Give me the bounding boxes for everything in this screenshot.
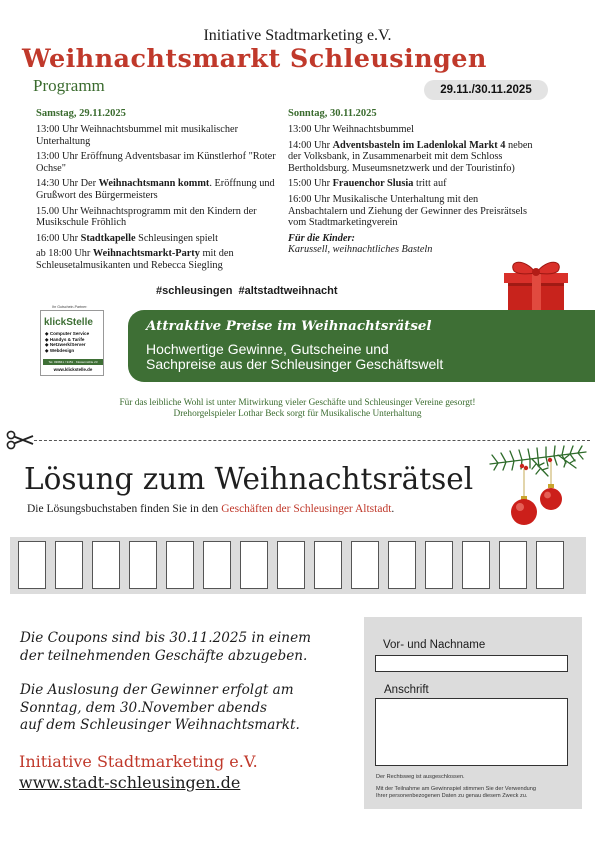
sponsor-service-item xyxy=(45,348,89,354)
coupon-line5: auf dem Schleusinger Weihnachtsmarkt. xyxy=(20,717,300,733)
cut-line xyxy=(34,440,590,441)
event-highlight: Frauenchor Slusia xyxy=(332,178,414,190)
letter-box[interactable] xyxy=(240,541,268,589)
program-event xyxy=(36,178,276,201)
coupon-line4: Sonntag, dem 30.November abends xyxy=(20,699,268,716)
address-field[interactable] xyxy=(375,698,568,766)
event-text: Schleusingen spielt xyxy=(135,232,218,244)
sponsor-logo xyxy=(40,310,104,376)
program-sunday xyxy=(288,108,533,255)
program-event xyxy=(36,151,276,174)
footer-url-link[interactable]: www.stadt-schleusingen.de xyxy=(19,773,241,792)
sponsor-url: www.klickstelle.de xyxy=(53,367,93,372)
event-text: 16:00 Uhr Musikalische Unterhaltung mit den Ansbachtalern und Ziehung der Gewinner des Preisrätsels vom Stadtmarketingverein xyxy=(288,194,528,228)
event-list-sunday xyxy=(288,124,533,228)
event-text: 13:00 Uhr Eröffnung Adventsbasar im Künstlerhof "Roter Ochse" xyxy=(36,151,276,174)
prize-text-line1: Hochwertige Gewinne, Gutscheine und xyxy=(146,341,389,357)
event-text: tritt auf xyxy=(413,178,447,190)
program-event xyxy=(36,206,276,229)
sponsor-services xyxy=(45,331,89,353)
event-highlight: Weihnachtsmann kommt xyxy=(98,178,210,190)
kids-text: Karussell, weihnachtliches Basteln xyxy=(288,243,433,255)
consent-line1: Mit der Teilnahme am Gewinnspiel stimmen Sie der Verwendung xyxy=(376,786,537,792)
program-event xyxy=(36,233,276,244)
event-text: 14:00 Uhr xyxy=(288,140,333,152)
letter-box[interactable] xyxy=(536,541,564,589)
prize-text-line2: Sachpreise aus der Schleusinger Geschäftswelt xyxy=(146,356,444,372)
day-heading-sunday: Sonntag, 30.11.2025 xyxy=(288,108,377,119)
letter-box[interactable] xyxy=(92,541,120,589)
legal-note: Der Rechtsweg ist ausgeschlossen. xyxy=(376,774,465,780)
program-event xyxy=(288,178,533,189)
footer-organization: Initiative Stadtmarketing e.V. xyxy=(19,752,258,771)
event-highlight: Weihnachtsmarkt-Party xyxy=(92,248,200,260)
bullet-icon: ◆ xyxy=(45,347,50,353)
hashtags: #schleusingen #altstadtweihnacht xyxy=(156,285,338,297)
sponsor-contact: Tel. 036841 / 3451 · Klostermühle 23 xyxy=(43,359,103,365)
bullet-icon: ◆ xyxy=(45,336,50,342)
event-text: ab 18:00 Uhr xyxy=(36,248,93,260)
program-event xyxy=(36,124,276,147)
solution-title: Lösung zum Weihnachtsrätsel xyxy=(24,462,474,496)
coupon-line1: Die Coupons sind bis 30.11.2025 in einem xyxy=(20,630,311,646)
address-label: Anschrift xyxy=(384,684,429,696)
entry-form xyxy=(364,617,582,809)
sponsor-service-label: Netzwerk/Server xyxy=(49,342,86,348)
day-heading-saturday: Samstag, 29.11.2025 xyxy=(36,108,126,119)
letter-box[interactable] xyxy=(55,541,83,589)
sponsor-name: klickStelle xyxy=(44,317,93,328)
event-text: 16:00 Uhr xyxy=(36,232,81,244)
sponsor-service-label: Computer Service xyxy=(49,331,90,336)
program-event xyxy=(288,194,533,228)
sponsor-caption: Ihr Gutschein-Partner: xyxy=(52,305,88,309)
scissors-icon xyxy=(6,430,34,450)
info-note-line2: Drehorgelspieler Lothar Beck sorgt für Musikalische Unterhaltung xyxy=(173,409,422,419)
coupon-line3: Die Auslosung der Gewinner erfolgt am xyxy=(20,682,294,698)
event-text: 15.00 Uhr Weihnachtsprogramm mit den Kindern der Musikschule Fröhlich xyxy=(36,205,257,228)
organization-header: Initiative Stadtmarketing e.V. xyxy=(203,27,392,44)
info-note xyxy=(0,398,595,420)
sponsor-service-label: Webdesign xyxy=(49,347,75,353)
event-text: 14:30 Uhr Der xyxy=(36,178,99,190)
bullet-icon: ◆ xyxy=(45,342,50,348)
letter-box[interactable] xyxy=(351,541,379,589)
consent-line2: Ihrer personenbezogenen Daten zu genau diesem Zweck zu. xyxy=(376,793,528,799)
event-text: 13:00 Uhr Weihnachtsbummel xyxy=(288,124,414,136)
coupon-info xyxy=(20,630,311,735)
event-highlight: Adventsbasteln im Ladenlokal Markt 4 xyxy=(332,140,506,152)
coupon-line2: der teilnehmenden Geschäfte abzugeben. xyxy=(20,647,308,664)
consent-note xyxy=(376,786,536,800)
event-highlight: Stadtkapelle xyxy=(80,232,136,244)
program-saturday xyxy=(36,108,276,276)
solution-subtitle-pre: Die Lösungsbuchstaben finden Sie in den xyxy=(27,503,222,515)
christmas-ornaments-icon xyxy=(488,442,588,532)
solution-subtitle-post: . xyxy=(391,503,395,515)
letter-box[interactable] xyxy=(462,541,490,589)
event-text: neben der Volksbank, in Zusammenarbeit mit dem Schloss Bertholdsburg. Museumsnetzwerk und der Touristinfo) xyxy=(288,140,533,174)
program-event xyxy=(288,140,533,174)
bullet-icon: ◆ xyxy=(45,331,50,336)
solution-subtitle xyxy=(27,503,394,515)
event-list-saturday xyxy=(36,124,276,271)
letter-box[interactable] xyxy=(425,541,453,589)
letter-box[interactable] xyxy=(203,541,231,589)
letter-box[interactable] xyxy=(314,541,342,589)
letter-box[interactable] xyxy=(18,541,46,589)
event-text: 15:00 Uhr xyxy=(288,178,333,190)
prize-title: Attraktive Preise im Weihnachtsrätsel xyxy=(146,318,432,334)
program-event xyxy=(36,248,276,271)
solution-subtitle-highlight: Geschäften der Schleusinger Altstadt xyxy=(221,503,392,515)
date-badge: 29.11./30.11.2025 xyxy=(424,80,548,100)
sponsor-service-label: Handys & Tarife xyxy=(49,336,85,342)
program-event xyxy=(288,124,533,135)
info-note-line1: Für das leibliche Wohl ist unter Mitwirkung vieler Geschäfte und Schleusinger Vereine gesorgt! xyxy=(119,398,476,408)
prize-text xyxy=(146,342,443,372)
event-text: . Eröffnung und Grußwort des Bürgermeisters xyxy=(36,178,275,201)
letter-box[interactable] xyxy=(388,541,416,589)
page-subtitle: Programm xyxy=(33,76,105,95)
name-field[interactable] xyxy=(375,655,568,672)
name-label: Vor- und Nachname xyxy=(383,639,486,651)
event-text: 13:00 Uhr Weihnachtsbummel mit musikalischer Unterhaltung xyxy=(36,124,239,147)
kids-heading: Für die Kinder: xyxy=(288,232,355,244)
event-text: mit den Schleusetalmusikanten und Rebecca Siegling xyxy=(36,248,234,271)
page-title: Weihnachtsmarkt Schleusingen xyxy=(22,44,487,74)
letter-box[interactable] xyxy=(499,541,527,589)
letter-box[interactable] xyxy=(129,541,157,589)
letter-box[interactable] xyxy=(166,541,194,589)
letter-box[interactable] xyxy=(277,541,305,589)
